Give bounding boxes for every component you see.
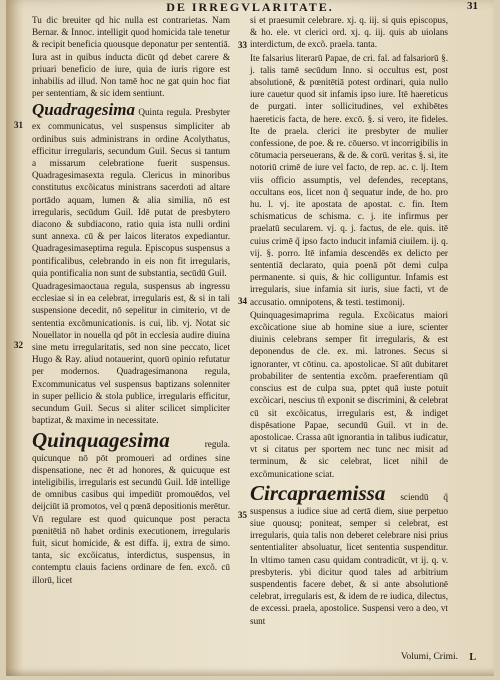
margin-number-35: 35	[238, 510, 247, 520]
section-31-text: Quinta regula. Presbyter ex communicatus, vel suspensus simpliciter ab ordinibus suis administrans in ordine Acolythatus, efficitur irregularis, secundum Guil. Secus si tantum a missarum celebratione fuerit suspensus. Quadragesimasexta regula. Clericus in minoribus constitutus excõicatus ministrans sacerdoti ad altare portādo aquam, lumen & alia similia, nō est irregularis, secūdum Guil. Idē putat de presbytero diacono & subdiacono, ratio quia ista nulli ordini sunt annexa. cū & per laicos literatos expediantur. Quadragesimaseptima regula. Episcopus suspensus a pontificalibus, celebrando in eis non fit irregularis, quia pontificalia non sunt de substantia, secūdū Guil.	[32, 107, 230, 278]
margin-number-32: 32	[14, 340, 23, 350]
page-number: 31	[467, 0, 478, 12]
section-heading-quinquagesima: Quinquagesima	[32, 427, 170, 452]
right-column	[250, 14, 448, 628]
book-page	[6, 0, 494, 676]
margin-number-34: 34	[238, 296, 247, 306]
section-heading-quadragesima: Quadragesima	[32, 100, 135, 120]
page-bottom-shadow	[6, 668, 494, 676]
right-top-paragraph: si et praesumit celebrare. xj. q. iij. si quis episcopus, & ho. ele. vt clerici ord. xj. q. iij. quis ab uiolans interdictum, de excõ. praela. tanta.	[250, 15, 448, 50]
section-quinquagesima	[32, 428, 230, 586]
section-31	[32, 100, 230, 279]
section-quinquagesima-text: regula. quicunque nō pōt promoueri ad ordines sine dispensatione, nec ēt ad honores, & quicuque est inteligibilis, irregularis est secundū Guil. Idē intellige de omnibus casibus qui impediūt promouēdos, vel deijciūt iā promotos, vel q pœnā depositionis merētur. Vn̄ regulare est quod quicunque post peracta pœnitētiā nō habet ordinis executionem, irregularis fuit, sicut homicide, & est diffa. ij, extra de simo. tanta, sic excõicatus, interdictus, suspensus, in contemptu clauis faciens ordinare de fen. excõ. cū illorū, licet	[32, 438, 230, 585]
section-34-text: Quinquagesimaprima regula. Excõicatus maiori excõicatione siue ab homine siue a iure, scienter diuinis celebrans semper fit irregularis, & est deponendus de cle. ex. mi. latrones. Secus si ignoranter, vt cōtinu. ca. apostolicae. Sī aūt dubitaret probabiliter de sententia excõm. praeferentiam qū conscius est de culpa sua, pptet quā iuste potuit excõicari, nescius tñ exponit se discrimini, & celebrat cū sit excõicatus, irregularis est, & indiget dispēsatione Papae, secundū Guil. vt in de. apostolicae. Crassa aūt ignorantia in talibus iudicatur, vt si citatus per sportem nec tunc nec misit ad terminum, & sic celebrat, licet nihil de excõmunicatione sciat.	[250, 309, 448, 479]
section-33-text: Ite falsarius literarū Papae, de cri. fal. ad falsariorū §. j. talis tamē secūdum Inno. si occultus est, post absolutionē, & pœnitētiā potest ordinari, quia nullo iure cauetur quod sit infamis ipso iure. Itē haereticus de purgati. inter sollicitudines, vel exhibētes haereticis facta, de here. excō. §. si vero, ite fideles. Ite de praela. clerici ite presbyter de mulier confessione, de poe. & re. cōuerso. vt incorrigibilis in cōtumacia perseuerans, & de. & corū. veritas §. si, ite notoriū crimē de iure vel facto, de rep. ac. c. lj. Item viis officio assumptis, vel defendes, receptans, occultans eos, licet non q̃ sequatur inde, de ho. pro hu. l. vj. ite apostata de apostat. c. fin. Item schismaticus de schisma. c. j. ite infirmus per praelatū secularem. vj. q. j. factus, de ele. quis. itē cuius crimē q̃ ipso facto inducit infamiā ciuilem. ij. q. vij. §. porro. Itē infamia descendēs ex delicto per sententiā declarato, quia poenā pōt demi culpa permanente. si quis, & hic colliguntur. Infamis est irregularis, siue infamia sit iuris, siue facti, vt de accusatio. omnipotens, & testi. testimonij.	[250, 52, 448, 307]
left-column	[32, 14, 230, 587]
section-heading-circapraemissa: Circapraemissa	[250, 480, 386, 505]
signature-mark: L	[469, 652, 476, 663]
running-head: DE IRREGVLARITATE.	[166, 0, 334, 14]
section-35	[250, 481, 448, 627]
section-32-text: Quadragesimaoctaua regula, suspensus ab ingressu ecclesiae si in ea celebrat, irregularis est, & si in tali suspensione decedit, nō sepelitur in cimiterio, vt de sententia excõmunicationis. is cui, lib. vj. Notat sic Nouellator in nouella qd pōt in ecclesia audire diuina sine metu irregularitatis, sed non sine peccato, licet Hugo & Ray. aliud notauerint, quorū opinio refutatur per modernos. Quadragesimanona regula, Excommunicatus vel suspensus baptizans solenniter in super pellicio & stola publice, irregularis efficitur, secundum Guil. Secus si aliter scilicet simpliciter baptizat, & maxime in necessitate.	[32, 281, 230, 426]
margin-number-31: 31	[14, 120, 23, 130]
catchword: Volumi, Crimi.	[400, 652, 458, 662]
margin-number-33: 33	[238, 40, 247, 50]
intro-paragraph: Tu dic breuiter qd hic nulla est contrarietas. Nam Bernar. & Innoc. intelligit quod homicida tale tenetur & recipit beneficia quousque deponatur per sententiā. Iura ast in quibus inducta dicūt qd debet carere & priuari beneficio de iure, quia de iuris rigore est inhabilis ad illud. Non tamē hoc ne gat quin hoc fiat per sententiam, & sic idem sentiunt.	[32, 15, 230, 99]
section-35-text: sciendū q̃ suspensus a iudice siue ad certā diem, siue perpetuo siue quousq; poniteat, semper si celebrat, est irregularis, quia talis non deberet celebrare nisi prius sententialiter absoluatur, licet sententia suspenditur. In vltimo tamen casu quidam contradicūt, vt ij. q. v. presbyteris. ybi dicitur quod tales ad arbitrium suspendentis facere debet, & si ante absolutionē celebrat, irregularis est, & idem de re iudica, dilectus, de excessi. praela, apostolice. Suspensi vero a deo, vt sunt	[250, 491, 448, 626]
